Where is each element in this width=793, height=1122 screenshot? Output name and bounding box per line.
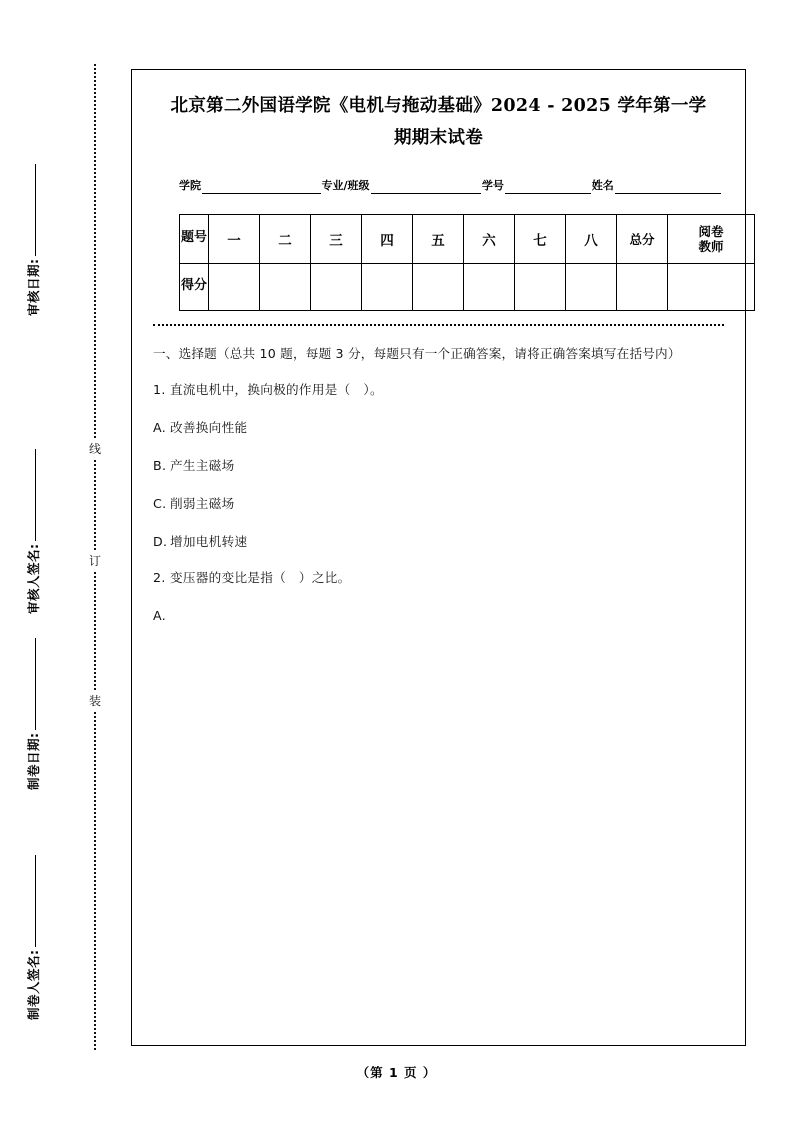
- score-col-4: 四: [362, 214, 413, 263]
- score-cell-4[interactable]: [362, 263, 413, 310]
- seal-word-line: 线: [82, 440, 108, 459]
- question-1-option-a-key: A.: [153, 420, 166, 436]
- major-class-input[interactable]: [371, 182, 481, 194]
- question-1-option-a-text: 改善换向性能: [170, 420, 248, 436]
- page-footer: [0, 1063, 793, 1081]
- row-label-question-number: 题号: [180, 214, 209, 263]
- page-title-line-1: 北京第二外国语学院《电机与拖动基础》2024 - 2025 学年第一学: [170, 96, 707, 116]
- question-1-text: 直流电机中，换向极的作用是（ ）。: [170, 382, 383, 398]
- question-1-option-a[interactable]: [153, 416, 724, 440]
- score-cell-6[interactable]: [464, 263, 515, 310]
- section-heading-1: 一、选择题（总共 10 题，每题 3 分，每题只有一个正确答案，请将正确答案填写在括号内）: [153, 345, 681, 361]
- review-date-text: 审核日期:: [26, 258, 41, 316]
- student-name-label: 姓名: [591, 178, 614, 192]
- question-1-option-b-text: 产生主磁场: [170, 458, 235, 474]
- question-1-number: 1.: [153, 382, 166, 398]
- paper-signature-text: 制卷人签名:: [26, 949, 41, 1020]
- paper-signature-blank: [34, 856, 36, 948]
- section-divider: [153, 324, 724, 326]
- student-id-label: 学号: [481, 178, 504, 192]
- student-info-line: [153, 177, 724, 194]
- score-cell-3[interactable]: [311, 263, 362, 310]
- score-cell-5[interactable]: [413, 263, 464, 310]
- question-1-option-d[interactable]: [153, 530, 724, 554]
- sealing-margin: [0, 0, 125, 1122]
- score-col-total: 总分: [617, 214, 668, 263]
- score-cell-total[interactable]: [617, 263, 668, 310]
- score-col-3: 三: [311, 214, 362, 263]
- table-row-score: [180, 263, 755, 310]
- paper-date-label: [24, 550, 42, 790]
- row-label-score: 得分: [180, 263, 209, 310]
- question-2-option-a-key: A.: [153, 607, 166, 623]
- questions-area: [153, 342, 724, 628]
- seal-word-assemble: 装: [82, 692, 108, 711]
- question-1-stem: [153, 378, 724, 402]
- major-class-label: 专业/班级: [321, 178, 370, 192]
- exam-paper-body: [131, 69, 746, 1046]
- question-2-option-a[interactable]: [153, 604, 724, 628]
- score-cell-1[interactable]: [209, 263, 260, 310]
- student-name-input[interactable]: [615, 182, 721, 194]
- paper-date-text: 制卷日期:: [26, 732, 41, 790]
- question-2-number: 2.: [153, 569, 166, 585]
- score-col-grading-teacher: [668, 214, 755, 263]
- question-2-stem: [153, 566, 724, 590]
- score-col-1: 一: [209, 214, 260, 263]
- college-input[interactable]: [202, 182, 321, 194]
- review-date-blank: [34, 165, 36, 257]
- score-col-2: 二: [260, 214, 311, 263]
- question-1-option-b-key: B.: [153, 458, 167, 474]
- review-date-label: [24, 76, 42, 316]
- question-1-option-d-key: D.: [153, 533, 168, 549]
- college-label: 学院: [179, 178, 201, 192]
- question-1-option-c-text: 削弱主磁场: [170, 496, 235, 512]
- review-signature-text: 审核人签名:: [26, 543, 41, 614]
- table-row-header: [180, 214, 755, 263]
- question-1-option-b[interactable]: [153, 454, 724, 478]
- seal-word-bind: 订: [82, 552, 108, 571]
- score-cell-grading-teacher[interactable]: [668, 263, 755, 310]
- page-indicator: （第 1 页 ）: [356, 1065, 437, 1080]
- score-col-8: 八: [566, 214, 617, 263]
- page-title: [153, 90, 724, 155]
- question-2-text: 变压器的变比是指（ ）之比。: [170, 569, 351, 585]
- grading-teacher-line-1: 阅卷: [698, 223, 724, 239]
- question-1-option-c[interactable]: [153, 492, 724, 516]
- score-cell-2[interactable]: [260, 263, 311, 310]
- question-1-option-c-key: C.: [153, 496, 167, 512]
- score-cell-8[interactable]: [566, 263, 617, 310]
- score-table: [179, 214, 755, 311]
- page-title-line-2: 期期末试卷: [394, 128, 483, 149]
- review-signature-blank: [34, 450, 36, 542]
- score-col-5: 五: [413, 214, 464, 263]
- score-col-6: 六: [464, 214, 515, 263]
- score-cell-7[interactable]: [515, 263, 566, 310]
- question-1-option-d-text: 增加电机转速: [170, 533, 248, 549]
- paper-signature-label: [24, 780, 42, 1020]
- student-id-input[interactable]: [505, 182, 591, 194]
- grading-teacher-line-2: 教师: [698, 238, 724, 254]
- score-col-7: 七: [515, 214, 566, 263]
- paper-date-blank: [34, 639, 36, 731]
